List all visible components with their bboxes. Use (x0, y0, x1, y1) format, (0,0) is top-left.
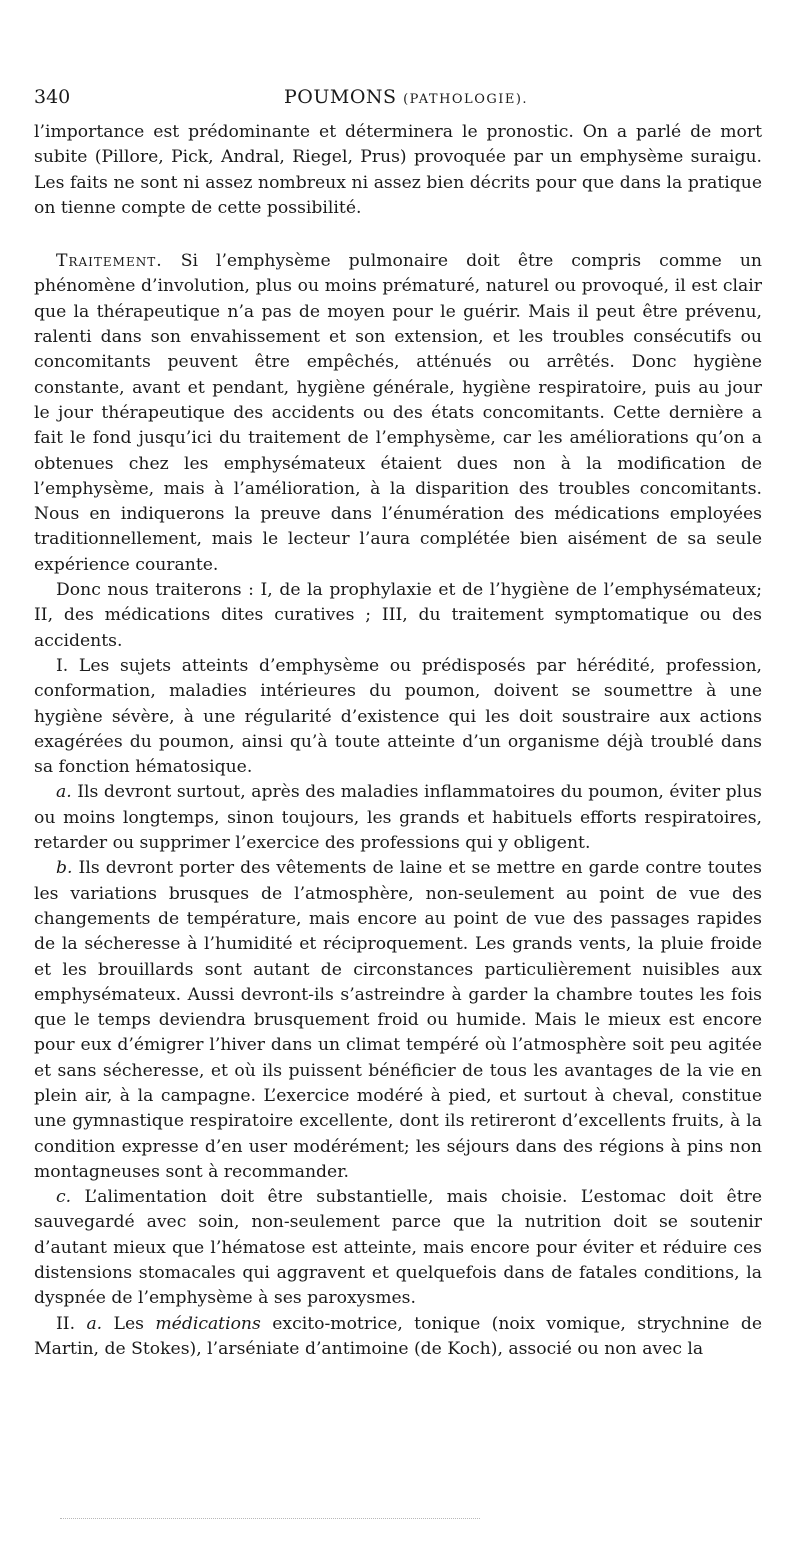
traitement-paragraph (34, 249, 762, 578)
section-ii-pre: Les (102, 1313, 156, 1334)
item-c-label: c. (56, 1187, 72, 1208)
section-ii-emphasis: médications (155, 1313, 261, 1334)
item-b-label: b. (56, 858, 73, 879)
item-b-text: Ils devront porter des vêtements de laine et se mettre en garde contre toutes les variations brusques de l’atmosphère, non-seulement au point de vue des changements de température, mais encore au point de vue des passages rapides de la sécheresse à l’humidité et réciproquement. Les grands vents, la pluie froide et les brouillards sont autant de circonstances particulièrement nuisibles aux emphysémateux. Aussi devront-ils s’astreindre à garder la chambre toutes les fois que le temps deviendra brusquement froid ou humide. Mais le mieux est encore pour eux d’émigrer l’hiver dans un climat tempéré où l’atmosphère soit peu agitée et sans sécheresse, et où ils puissent bénéficier de tous les avantages de la vie en plein air, à la campagne. L’exercice modéré à pied, et surtout à cheval, constitue une gymnastique respiratoire excellente, dont ils retireront d’excellents fruits, à la condition expresse d’en user modérément; les séjours dans des régions à pins non montagneuses sont à recommander. (34, 858, 762, 1182)
section-ii-text: excito-motrice, tonique (noix vomique, strychnine de Martin, de Stokes), l’arséniate d’antimoine (de Koch), associé ou non avec la (34, 1313, 762, 1359)
section-ii-label: a. (86, 1313, 103, 1334)
running-title-main: POUMONS (284, 86, 397, 108)
item-a-paragraph (34, 780, 762, 856)
item-a-text: Ils devront surtout, après des maladies inflammatoires du poumon, éviter plus ou moins longtemps, sinon toujours, les grands et habituels efforts respiratoires, retarder ou supprimer l’exercice des professions qui y obligent. (34, 782, 762, 854)
intro-paragraph: l’importance est prédominante et déterminera le pronostic. On a parlé de mort subite (Pillore, Pick, Andral, Riegel, Prus) provoquée par un emphysème suraigu. Les faits ne sont ni assez nombreux ni assez bien décrits pour que dans la pratique on tienne compte de cette possibilité. (34, 122, 762, 218)
running-title-subtitle: (PATHOLOGIE). (403, 92, 529, 107)
traitement-text: Si l’emphysème pulmonaire doit être compris comme un phénomène d’involution, plus ou moins prématuré, naturel ou provoqué, il est clair que la thérapeutique n’a pas de moyen pour le guérir. Mais il peut être prévenu, ralenti dans son envahissement et son extension, et les troubles consécutifs ou concomitants peuvent être empêchés, atténués ou arrêtés. Donc hygiène constante, avant et pendant, hygiène générale, hygiène respiratoire, puis au jour le jour thérapeutique des accidents ou des états concomitants. Cette dernière a fait le fond jusqu’ici du traitement de l’emphysème, car les améliorations qu’on a obtenues chez les emphysémateux étaient dues non à la modification de l’emphysème, mais à l’amélioration, à la disparition des troubles concomitants. Nous en indiquerons la preuve dans l’énumération des médications employées traditionnellement, mais le lecteur l’aura complétée bien aisément de sa seule expérience courante. (34, 251, 762, 575)
item-c-paragraph (34, 1185, 762, 1311)
section-ii-lead: II. (56, 1313, 87, 1334)
plan-paragraph: Donc nous traiterons : I, de la prophylaxie et de l’hygiène de l’emphysémateux; II, des médications dites curatives ; III, du traitement symptomatique ou des accidents. (34, 580, 762, 651)
item-b-paragraph (34, 856, 762, 1185)
footer-scan-noise (60, 1518, 480, 1519)
running-title (284, 86, 528, 108)
item-a-label: a. (56, 782, 72, 803)
traitement-heading: Traitement. (56, 251, 163, 272)
running-header (34, 86, 764, 116)
item-c-text: L’alimentation doit être substantielle, mais choisie. L’estomac doit être sauvegardé avec soin, non-seulement parce que la nutrition doit se soutenir d’autant mieux que l’hématose est atteinte, mais encore pour éviter et réduire ces distensions stomacales qui aggravent et quelquefois dans de fatales conditions, la dyspnée de l’emphysème à ses paroxysmes. (34, 1187, 762, 1309)
page-number: 340 (34, 86, 71, 108)
page-body (34, 120, 762, 1362)
section-ii-paragraph (34, 1312, 762, 1363)
section-i-paragraph: I. Les sujets atteints d’emphysème ou prédisposés par hérédité, profession, conformation, maladies intérieures du poumon, doivent se soumettre à une hygiène sévère, à une régularité d’existence qui les doit soustraire aux actions exagérées du poumon, ainsi qu’à toute atteinte d’un organisme déjà troublé dans sa fonction hématosique. (34, 655, 762, 778)
paragraph-gap (34, 221, 762, 249)
